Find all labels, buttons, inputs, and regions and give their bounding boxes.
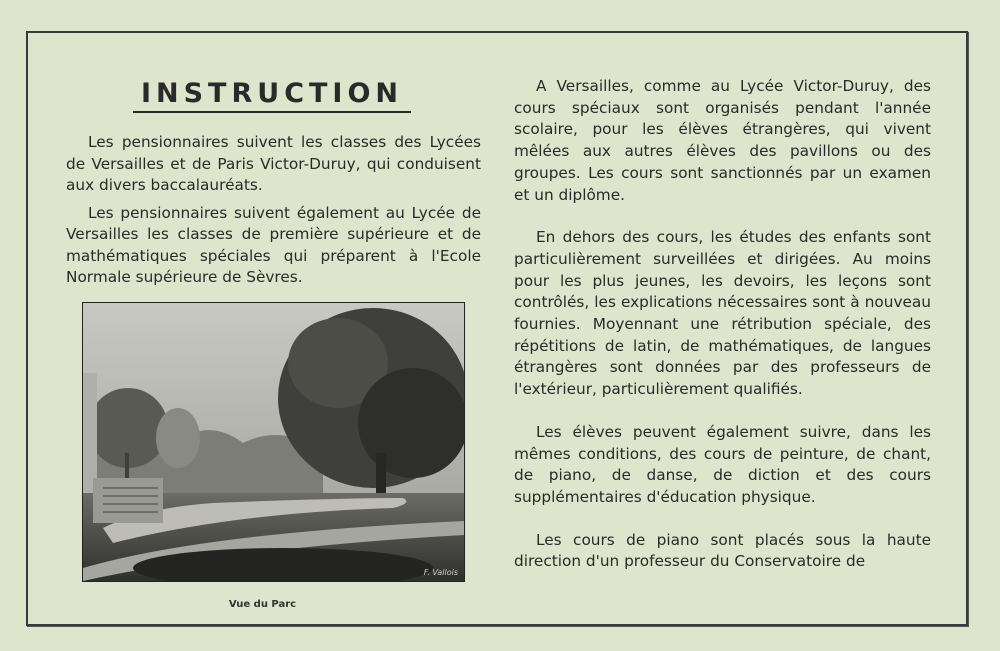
- park-photo: [82, 302, 465, 582]
- photo-caption: Vue du Parc: [228, 599, 297, 610]
- page-title: INSTRUCTION: [133, 78, 411, 113]
- right-paragraph-4: Les cours de piano sont placés sous la haute direction d'un professeur du Conservatoire de: [514, 530, 931, 571]
- left-column: [66, 132, 481, 295]
- right-column: [514, 76, 931, 594]
- right-paragraph-3: Les élèves peuvent également suivre, dans les mêmes conditions, des cours de peinture, de chant, de piano, de danse, de diction et des cours supplémentaires d'éducation physique.: [514, 422, 931, 506]
- right-paragraph-2: En dehors des cours, les études des enfants sont particulièrement surveillées et dirigées. Au moins pour les plus jeunes, les devoirs, les leçons sont contrôlés, les explications nécessaires sont à nouveau fournies. Moyennant une rétribution spéciale, des répétitions de latin, de mathématiques, de langues étrangères sont données par des professeurs de l'extérieur, particulièrement qualifiés.: [514, 228, 931, 399]
- photographer-signature: F. Vallois: [423, 568, 458, 577]
- right-paragraph-1: A Versailles, comme au Lycée Victor-Duruy, des cours spéciaux sont organisés pendant l'année scolaire, pour les élèves étrangères, qui vivent mêlées aux autres élèves des pavillons ou des groupes. Les cours sont sanctionnés par un examen et un diplôme.: [514, 77, 931, 204]
- left-paragraph-2: Les pensionnaires suivent également au Lycée de Versailles les classes de première supérieure et de mathématiques spéciales qui préparent à l'Ecole Normale supérieure de Sèvres.: [66, 203, 481, 286]
- left-paragraph-1: Les pensionnaires suivent les classes des Lycées de Versailles et de Paris Victor-Duruy, qui conduisent aux divers baccalauréats.: [66, 133, 481, 194]
